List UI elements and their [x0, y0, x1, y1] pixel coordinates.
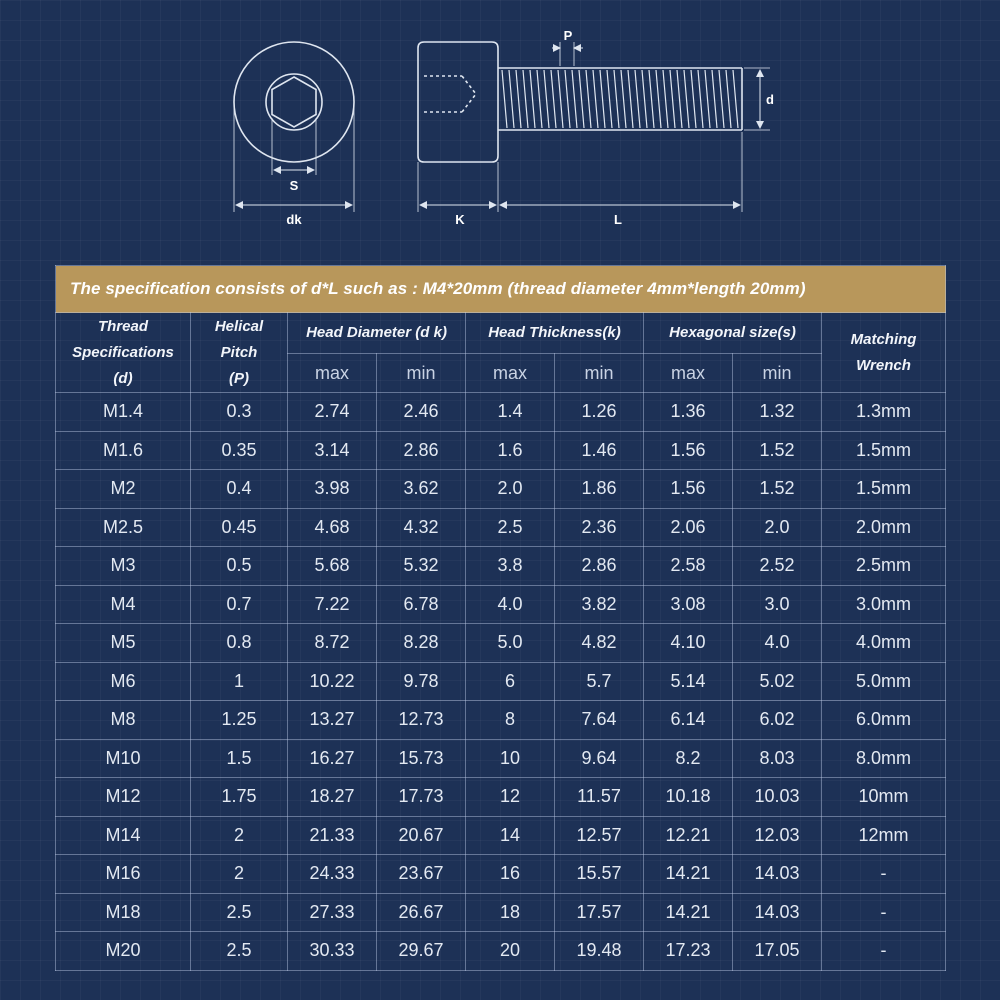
spec-banner: The specification consists of d*L such as : M4*20mm (thread diameter 4mm*length 20mm): [56, 266, 946, 313]
cell-head-thick-max: 2.5: [466, 508, 555, 547]
cell-head-thick-max: 8: [466, 701, 555, 740]
cell-hex-max: 14.21: [644, 855, 733, 894]
cell-thread: M16: [56, 855, 191, 894]
header-max: max: [644, 354, 733, 393]
cell-wrench: 1.5mm: [822, 470, 946, 509]
screw-dimension-diagram: [0, 0, 1000, 260]
table-body: [56, 393, 946, 971]
hex-socket-icon: [272, 77, 316, 127]
cell-pitch: 0.4: [191, 470, 288, 509]
cell-wrench: 10mm: [822, 778, 946, 817]
cell-head-thick-min: 9.64: [555, 739, 644, 778]
cell-thread: M3: [56, 547, 191, 586]
cell-head-dia-min: 23.67: [377, 855, 466, 894]
cell-head-dia-max: 27.33: [288, 893, 377, 932]
cell-head-dia-max: 21.33: [288, 816, 377, 855]
table-row: [56, 855, 946, 894]
cell-head-thick-min: 2.36: [555, 508, 644, 547]
cell-wrench: 2.0mm: [822, 508, 946, 547]
cell-thread: M10: [56, 739, 191, 778]
cell-thread: M1.6: [56, 431, 191, 470]
table-row: [56, 585, 946, 624]
header-head-thickness: Head Thickness(k): [466, 313, 644, 354]
table-row: [56, 624, 946, 663]
cell-pitch: 0.45: [191, 508, 288, 547]
cell-pitch: 0.7: [191, 585, 288, 624]
cell-pitch: 2: [191, 855, 288, 894]
cell-hex-max: 6.14: [644, 701, 733, 740]
cell-head-thick-min: 12.57: [555, 816, 644, 855]
cell-pitch: 0.8: [191, 624, 288, 663]
cell-hex-min: 12.03: [733, 816, 822, 855]
table-row: [56, 701, 946, 740]
specification-table: [55, 265, 946, 971]
cell-head-dia-max: 10.22: [288, 662, 377, 701]
cell-hex-max: 10.18: [644, 778, 733, 817]
cell-thread: M6: [56, 662, 191, 701]
cell-head-thick-min: 5.7: [555, 662, 644, 701]
cell-pitch: 2.5: [191, 932, 288, 971]
cell-hex-min: 1.32: [733, 393, 822, 432]
cell-head-dia-min: 2.46: [377, 393, 466, 432]
cell-hex-min: 1.52: [733, 470, 822, 509]
cell-pitch: 1: [191, 662, 288, 701]
header-wrench-line2: Wrench: [856, 356, 911, 374]
cell-thread: M2.5: [56, 508, 191, 547]
cell-hex-max: 8.2: [644, 739, 733, 778]
cell-head-dia-min: 3.62: [377, 470, 466, 509]
header-thread-line1: Thread: [97, 317, 148, 335]
cell-hex-max: 1.56: [644, 470, 733, 509]
cell-head-thick-min: 17.57: [555, 893, 644, 932]
cell-hex-min: 5.02: [733, 662, 822, 701]
cell-hex-min: 10.03: [733, 778, 822, 817]
cell-head-dia-min: 20.67: [377, 816, 466, 855]
cell-hex-max: 1.36: [644, 393, 733, 432]
cell-pitch: 0.35: [191, 431, 288, 470]
table-row: [56, 739, 946, 778]
cell-head-thick-max: 2.0: [466, 470, 555, 509]
cell-hex-max: 5.14: [644, 662, 733, 701]
header-thread-line3: (d): [113, 369, 133, 387]
cell-head-thick-max: 5.0: [466, 624, 555, 663]
cell-head-dia-max: 18.27: [288, 778, 377, 817]
cell-wrench: 4.0mm: [822, 624, 946, 663]
cell-hex-max: 2.06: [644, 508, 733, 547]
cell-hex-min: 6.02: [733, 701, 822, 740]
cell-head-dia-max: 2.74: [288, 393, 377, 432]
cell-pitch: 1.5: [191, 739, 288, 778]
header-thread-line2: Specifications: [72, 343, 174, 361]
cell-wrench: 8.0mm: [822, 739, 946, 778]
cell-pitch: 1.75: [191, 778, 288, 817]
cell-head-thick-min: 4.82: [555, 624, 644, 663]
table-row: [56, 470, 946, 509]
header-pitch-line3: (P): [229, 369, 249, 387]
cell-head-dia-min: 15.73: [377, 739, 466, 778]
cell-wrench: -: [822, 855, 946, 894]
cell-thread: M12: [56, 778, 191, 817]
cell-hex-min: 3.0: [733, 585, 822, 624]
cell-head-thick-min: 2.86: [555, 547, 644, 586]
cell-head-dia-min: 8.28: [377, 624, 466, 663]
cell-pitch: 2.5: [191, 893, 288, 932]
cell-hex-min: 2.0: [733, 508, 822, 547]
label-d: d: [766, 92, 774, 107]
cell-pitch: 0.5: [191, 547, 288, 586]
cell-hex-min: 1.52: [733, 431, 822, 470]
cell-hex-min: 17.05: [733, 932, 822, 971]
label-dk: dk: [286, 212, 302, 227]
label-s: S: [289, 178, 299, 193]
cell-hex-min: 14.03: [733, 855, 822, 894]
cell-hex-min: 8.03: [733, 739, 822, 778]
table-row: [56, 932, 946, 971]
header-wrench-line1: Matching: [850, 330, 917, 348]
cell-thread: M14: [56, 816, 191, 855]
cell-wrench: 5.0mm: [822, 662, 946, 701]
header-wrench: [822, 313, 946, 393]
table-row: [56, 778, 946, 817]
cell-head-thick-min: 1.26: [555, 393, 644, 432]
cell-pitch: 1.25: [191, 701, 288, 740]
table-row: [56, 816, 946, 855]
cell-head-dia-min: 12.73: [377, 701, 466, 740]
cell-head-dia-max: 3.98: [288, 470, 377, 509]
label-p: P: [563, 28, 573, 43]
cell-head-thick-min: 19.48: [555, 932, 644, 971]
cell-head-thick-max: 6: [466, 662, 555, 701]
cell-hex-max: 1.56: [644, 431, 733, 470]
cell-head-dia-max: 24.33: [288, 855, 377, 894]
header-pitch: [191, 313, 288, 393]
cell-head-dia-max: 8.72: [288, 624, 377, 663]
cell-head-thick-max: 16: [466, 855, 555, 894]
cell-head-thick-max: 4.0: [466, 585, 555, 624]
cell-thread: M4: [56, 585, 191, 624]
cell-thread: M2: [56, 470, 191, 509]
cell-wrench: 2.5mm: [822, 547, 946, 586]
header-pitch-line2: Pitch: [220, 343, 258, 361]
cell-head-dia-min: 4.32: [377, 508, 466, 547]
table-row: [56, 662, 946, 701]
header-hex-size: Hexagonal size(s): [644, 313, 822, 354]
cell-head-dia-min: 9.78: [377, 662, 466, 701]
header-head-diameter: Head Diameter (d k): [288, 313, 466, 354]
cell-head-dia-min: 26.67: [377, 893, 466, 932]
screw-head-side: [418, 42, 498, 162]
cell-head-thick-min: 1.46: [555, 431, 644, 470]
cell-head-dia-min: 17.73: [377, 778, 466, 817]
cell-head-dia-max: 7.22: [288, 585, 377, 624]
cell-head-dia-min: 2.86: [377, 431, 466, 470]
cell-thread: M5: [56, 624, 191, 663]
cell-head-dia-max: 3.14: [288, 431, 377, 470]
cell-thread: M1.4: [56, 393, 191, 432]
cell-hex-min: 2.52: [733, 547, 822, 586]
header-pitch-line1: Helical: [214, 317, 264, 335]
cell-head-thick-min: 7.64: [555, 701, 644, 740]
cell-head-thick-max: 10: [466, 739, 555, 778]
label-l: L: [614, 212, 622, 227]
cell-hex-max: 12.21: [644, 816, 733, 855]
table-row: [56, 547, 946, 586]
cell-wrench: 3.0mm: [822, 585, 946, 624]
cell-head-thick-max: 18: [466, 893, 555, 932]
cell-head-dia-min: 5.32: [377, 547, 466, 586]
cell-head-thick-max: 1.6: [466, 431, 555, 470]
cell-thread: M20: [56, 932, 191, 971]
cell-thread: M8: [56, 701, 191, 740]
cell-hex-max: 2.58: [644, 547, 733, 586]
cell-wrench: 6.0mm: [822, 701, 946, 740]
cell-wrench: 1.3mm: [822, 393, 946, 432]
cell-hex-min: 14.03: [733, 893, 822, 932]
cell-head-thick-min: 11.57: [555, 778, 644, 817]
cell-head-dia-min: 6.78: [377, 585, 466, 624]
cell-wrench: -: [822, 893, 946, 932]
head-top-view: [234, 42, 354, 162]
table-row: [56, 431, 946, 470]
header-thread: [56, 313, 191, 393]
cell-pitch: 2: [191, 816, 288, 855]
table-row: [56, 393, 946, 432]
cell-head-thick-max: 1.4: [466, 393, 555, 432]
table-row: [56, 508, 946, 547]
cell-hex-max: 14.21: [644, 893, 733, 932]
header-max: max: [288, 354, 377, 393]
cell-head-thick-min: 1.86: [555, 470, 644, 509]
cell-head-thick-max: 3.8: [466, 547, 555, 586]
cell-head-dia-max: 4.68: [288, 508, 377, 547]
cell-head-dia-min: 29.67: [377, 932, 466, 971]
cell-head-thick-min: 15.57: [555, 855, 644, 894]
header-min: min: [733, 354, 822, 393]
header-min: min: [377, 354, 466, 393]
cell-wrench: 12mm: [822, 816, 946, 855]
cell-hex-max: 3.08: [644, 585, 733, 624]
cell-head-dia-max: 16.27: [288, 739, 377, 778]
cell-head-thick-max: 12: [466, 778, 555, 817]
table-row: [56, 893, 946, 932]
cell-hex-min: 4.0: [733, 624, 822, 663]
cell-hex-max: 4.10: [644, 624, 733, 663]
label-k: K: [455, 212, 465, 227]
header-min: min: [555, 354, 644, 393]
cell-thread: M18: [56, 893, 191, 932]
cell-wrench: -: [822, 932, 946, 971]
cell-head-thick-max: 14: [466, 816, 555, 855]
cell-hex-max: 17.23: [644, 932, 733, 971]
cell-pitch: 0.3: [191, 393, 288, 432]
header-max: max: [466, 354, 555, 393]
cell-head-thick-min: 3.82: [555, 585, 644, 624]
cell-wrench: 1.5mm: [822, 431, 946, 470]
cell-head-thick-max: 20: [466, 932, 555, 971]
cell-head-dia-max: 30.33: [288, 932, 377, 971]
cell-head-dia-max: 13.27: [288, 701, 377, 740]
cell-head-dia-max: 5.68: [288, 547, 377, 586]
